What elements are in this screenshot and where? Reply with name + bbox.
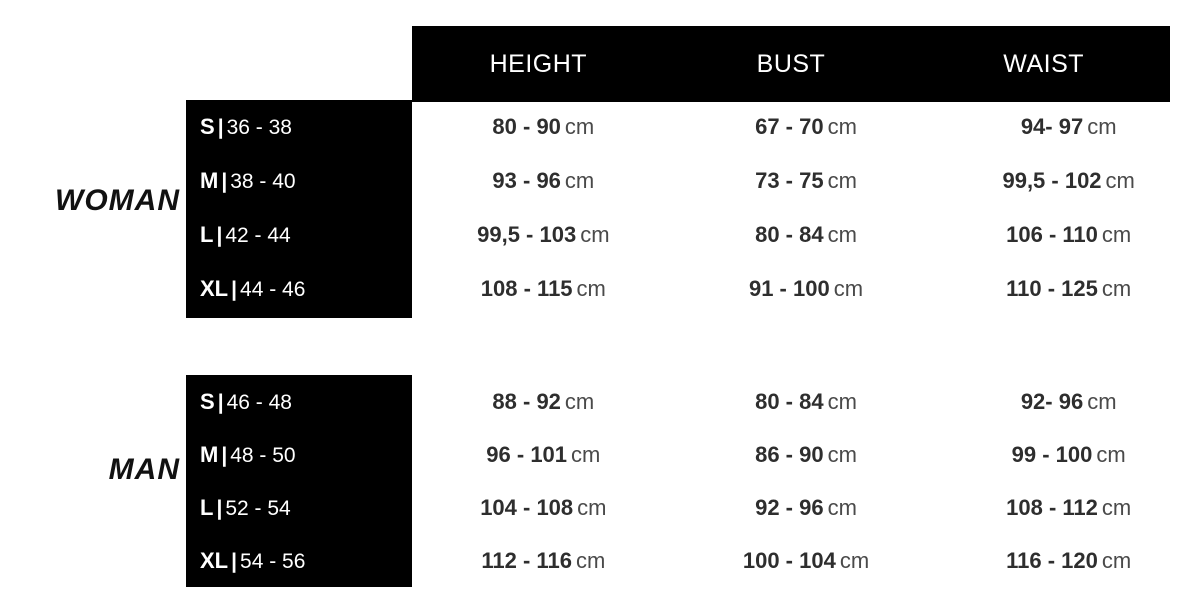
group-label-woman: WOMAN — [55, 184, 180, 217]
size-cell — [0, 222, 412, 248]
waist-value: 116 - 120 — [1006, 547, 1098, 573]
bust-value: 91 - 100 — [748, 276, 830, 301]
height-cell — [412, 114, 675, 140]
unit-label: cm — [827, 441, 857, 467]
waist-cell — [937, 114, 1200, 140]
size-range: 48 - 50 — [230, 443, 296, 467]
unit-label: cm — [1087, 388, 1117, 414]
height-value: 88 - 92 — [492, 388, 561, 414]
unit-label: cm — [571, 441, 601, 467]
size-separator: | — [221, 443, 228, 467]
waist-value: 99,5 - 102 — [1002, 168, 1102, 193]
group-man — [0, 375, 1200, 587]
size-label: L — [200, 494, 214, 520]
unit-label: cm — [839, 547, 870, 573]
size-label: S — [200, 114, 215, 139]
size-separator: | — [217, 390, 224, 414]
unit-label: cm — [1101, 222, 1132, 247]
size-cell — [0, 548, 412, 574]
height-cell — [412, 389, 675, 415]
table-row — [0, 100, 1200, 154]
waist-value: 106 - 110 — [1006, 222, 1098, 247]
unit-label: cm — [1096, 441, 1126, 467]
column-header-waist: WAIST — [1003, 49, 1085, 78]
bust-cell — [675, 442, 938, 468]
size-label: L — [200, 222, 214, 247]
size-range: 44 - 46 — [240, 278, 306, 301]
table-row — [0, 534, 1200, 587]
bust-cell — [675, 495, 938, 521]
unit-label: cm — [1105, 168, 1135, 193]
height-value: 108 - 115 — [480, 276, 573, 301]
size-range: 52 - 54 — [225, 496, 291, 520]
table-row — [0, 481, 1200, 534]
table-row — [0, 262, 1200, 316]
unit-label: cm — [827, 222, 857, 247]
bust-cell — [675, 168, 938, 194]
height-cell — [412, 442, 675, 468]
waist-cell — [937, 442, 1200, 468]
size-range: 42 - 44 — [225, 224, 291, 247]
unit-label: cm — [564, 114, 595, 139]
waist-value: 99 - 100 — [1011, 441, 1093, 467]
bust-value: 80 - 84 — [755, 222, 824, 247]
size-cell — [0, 114, 412, 140]
unit-label: cm — [827, 494, 857, 520]
bust-value: 80 - 84 — [755, 388, 824, 414]
height-cell — [412, 222, 675, 248]
size-separator: | — [231, 549, 238, 573]
column-headers — [412, 26, 1170, 102]
unit-label: cm — [1101, 494, 1132, 520]
height-value: 112 - 116 — [481, 547, 572, 573]
unit-label: cm — [833, 276, 864, 301]
column-header-height: HEIGHT — [489, 49, 588, 78]
waist-cell — [937, 168, 1200, 194]
unit-label: cm — [577, 494, 607, 520]
size-separator: | — [221, 170, 228, 193]
unit-label: cm — [580, 222, 610, 247]
height-value: 104 - 108 — [480, 494, 574, 520]
height-cell — [412, 168, 675, 194]
table-row — [0, 154, 1200, 208]
size-cell — [0, 442, 412, 468]
unit-label: cm — [1087, 114, 1117, 139]
unit-label: cm — [827, 168, 857, 193]
waist-cell — [937, 276, 1200, 302]
height-cell — [412, 495, 675, 521]
size-separator: | — [216, 224, 223, 247]
bust-cell — [675, 114, 938, 140]
height-value: 96 - 101 — [486, 441, 568, 467]
table-row — [0, 375, 1200, 428]
height-cell — [412, 548, 675, 574]
table-row — [0, 428, 1200, 481]
bust-cell — [675, 222, 938, 248]
column-header-bust: BUST — [756, 49, 826, 78]
size-label: S — [200, 388, 215, 414]
size-range: 54 - 56 — [240, 549, 306, 573]
bust-value: 86 - 90 — [755, 441, 824, 467]
unit-label: cm — [827, 114, 857, 139]
size-range: 38 - 40 — [230, 170, 296, 193]
waist-cell — [937, 495, 1200, 521]
unit-label: cm — [827, 388, 857, 414]
rows-woman — [0, 100, 1200, 316]
height-cell — [412, 276, 675, 302]
size-cell — [0, 389, 412, 415]
group-woman — [0, 100, 1200, 318]
group-label-man: MAN — [108, 453, 180, 486]
size-range: 46 - 48 — [226, 390, 292, 414]
rows-man — [0, 375, 1200, 587]
unit-label: cm — [576, 276, 606, 301]
bust-cell — [675, 389, 938, 415]
waist-cell — [937, 548, 1200, 574]
unit-label: cm — [1101, 276, 1132, 301]
waist-value: 110 - 125 — [1006, 276, 1098, 301]
size-label: XL — [200, 547, 229, 573]
unit-label: cm — [575, 547, 606, 573]
size-separator: | — [217, 116, 224, 139]
bust-value: 92 - 96 — [755, 494, 824, 520]
size-cell — [0, 276, 412, 302]
bust-cell — [675, 548, 938, 574]
size-label: M — [200, 168, 219, 193]
unit-label: cm — [1101, 547, 1132, 573]
waist-value: 92- 96 — [1020, 388, 1084, 414]
size-cell — [0, 168, 412, 194]
size-separator: | — [231, 278, 238, 301]
waist-value: 108 - 112 — [1006, 494, 1098, 520]
waist-cell — [937, 222, 1200, 248]
waist-cell — [937, 389, 1200, 415]
bust-cell — [675, 276, 938, 302]
unit-label: cm — [564, 388, 595, 414]
height-value: 99,5 - 103 — [477, 222, 577, 247]
size-range: 36 - 38 — [226, 116, 292, 139]
waist-value: 94- 97 — [1020, 114, 1084, 139]
size-label: XL — [200, 276, 229, 301]
height-value: 93 - 96 — [492, 168, 561, 193]
unit-label: cm — [564, 168, 595, 193]
bust-value: 100 - 104 — [742, 547, 836, 573]
size-separator: | — [216, 496, 223, 520]
size-label: M — [200, 441, 219, 467]
table-row — [0, 208, 1200, 262]
height-value: 80 - 90 — [492, 114, 561, 139]
size-cell — [0, 495, 412, 521]
bust-value: 67 - 70 — [755, 114, 824, 139]
bust-value: 73 - 75 — [755, 168, 824, 193]
